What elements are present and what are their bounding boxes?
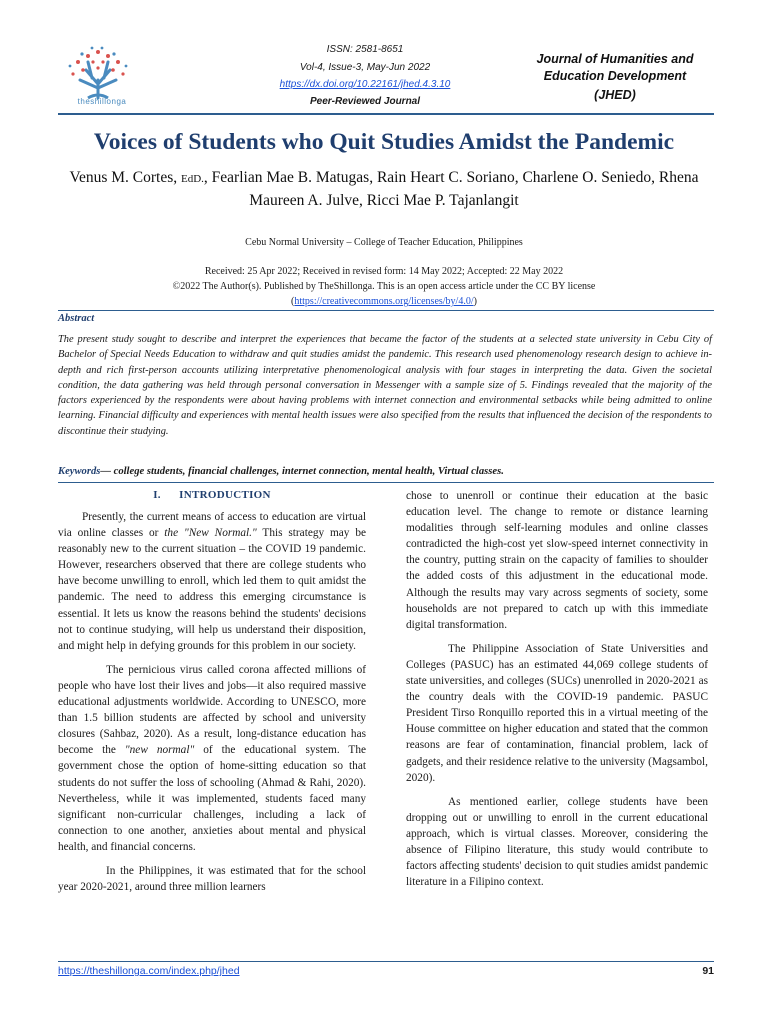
section-heading-introduction: I. INTRODUCTION bbox=[153, 489, 271, 501]
keywords-label: Keywords bbox=[58, 466, 101, 477]
paren-open: ( bbox=[291, 296, 295, 307]
p1-text-a: Presently, the current means of access to education are virtual via online classes or bbox=[58, 511, 366, 540]
volume-issue: Vol-4, Issue-3, May-Jun 2022 bbox=[299, 62, 431, 73]
issn: ISSN: 2581-8651 bbox=[326, 44, 404, 55]
intro-paragraph-6: As mentioned earlier, college students have been dropping out or unwilling to enroll in the current educational approach, which is virtual classes. Moreover, considering the absence of Filipino literature, this study would contribute to factors affecting students' decision to quit studies amidst pandemic literature in a Filipino context. bbox=[406, 795, 708, 889]
peer-review-label: Peer-Reviewed Journal bbox=[309, 96, 421, 107]
p2-text-a: The pernicious virus called corona affected millions of people who have lost their lives and jobs—it also required massive educational adjustments worldwide. According to UNESCO, more than 1.5 billion students are affected by school and university closures (Sahbaz, 2020). As a result, long-distance education has become the bbox=[58, 663, 366, 757]
received-dates: Received: 25 Apr 2022; Received in revised form: 14 May 2022; Accepted: 22 May 2022 bbox=[204, 266, 564, 277]
abstract-rule-top bbox=[58, 310, 714, 311]
logo-wordmark: theshillonga bbox=[77, 97, 127, 106]
first-author: Venus M. Cortes, bbox=[69, 169, 181, 186]
tree-icon bbox=[69, 47, 128, 98]
journal-name-line2: Education Development bbox=[543, 69, 687, 83]
license-line bbox=[50, 296, 718, 307]
intro-paragraph-5: The Philippine Association of State Universities and Colleges (PASUC) has an estimated 44,069 college students of state universities, and colleges (SUCs) unenrolled in 2020-2021 as the country deals with the COVID-19 pandemic. PASUC President Tirso Ronquillo reported this in a virtual meeting of the House committee on higher education and stated that the common reasons are fear of contamination, financial problem, lack of gadgets, and their residence relative to the university (Magsambol, 2020). bbox=[406, 642, 708, 784]
left-column bbox=[58, 509, 366, 895]
abstract-rule-bottom bbox=[58, 482, 714, 483]
copyright-notice: ©2022 The Author(s). Published by TheShillonga. This is an open access article under the CC BY license bbox=[172, 281, 596, 292]
p2-emphasis: "new normal" bbox=[124, 744, 195, 757]
paper-title: Voices of Students who Quit Studies Amidst the Pandemic bbox=[93, 129, 675, 155]
abstract-heading: Abstract bbox=[58, 313, 95, 324]
header-rule bbox=[58, 113, 714, 115]
intro-paragraph-4: chose to unenroll or continue their education at the basic education level. The change to remote or distance learning modalities through self-learning modules and online classes contradicted the high-cost yet slow-speed internet connectivity in the country, putting strain on the capacity of families to shoulder the added costs of this adjustment in the educational mode. Although the results may vary across segments of society, some households are not prepared to catch up with this immediate digital transformation. bbox=[406, 490, 708, 631]
paren-close: ) bbox=[473, 296, 477, 307]
affiliation: Cebu Normal University – College of Teacher Education, Philippines bbox=[245, 237, 523, 248]
right-column bbox=[406, 488, 708, 890]
other-authors: , Fearlian Mae B. Matugas, Rain Heart C. Soriano, Charlene O. Seniedo, Rhena Maureen A. Julve, Ricci Mae P. Tajanlangit bbox=[203, 169, 699, 209]
journal-name-line1: Journal of Humanities and bbox=[536, 52, 694, 66]
author-list bbox=[50, 167, 718, 212]
keywords-list: — college students, financial challenges, internet connection, mental health, Virtual classes. bbox=[100, 466, 504, 477]
p1-text-b: This strategy may be reasonably new to the current situation – the COVID 19 pandemic. However, researchers observed that there are college students who have become unwilling to enroll, which led them to quit amidst the pandemic. The need to address this emerging circumstance is essential. It lets us know the reasons behind the students' decisions not to continue studying, will help us understand their disposition, and might help in defying grounds for this problem in our society. bbox=[58, 527, 366, 652]
doi-link[interactable]: https://dx.doi.org/10.22161/jhed.4.3.10 bbox=[279, 79, 451, 90]
p2-text-b: of the educational system. The government chose the option of home-sitting education so that students do not suffer the loss of schooling (Ahmad & Rahi, 2020). Nevertheless, while it was implemented, students faced many significant non-curricular challenges, including a lack of connection to one another, anxieties about mental and physical health, and financial concerns. bbox=[58, 744, 366, 853]
footer-journal-link[interactable]: https://theshillonga.com/index.php/jhed bbox=[58, 965, 240, 977]
intro-paragraph-1 bbox=[58, 509, 366, 654]
intro-paragraph-3: In the Philippines, it was estimated that for the school year 2020-2021, around three million learners bbox=[58, 864, 366, 894]
intro-paragraph-2 bbox=[58, 662, 366, 855]
license-link[interactable]: https://creativecommons.org/licenses/by/4.0/ bbox=[294, 296, 474, 307]
abstract-body: The present study sought to describe and interpret the experiences that became the factor of the students at a selected state university in Cebu City of Bachelor of Special Needs Education to withdraw and quit studies amidst the pandemic. This research used phenomenology research design to achieve in-depth and rich first-person accounts utilizing interpretative phenomenological analysis with four stages in interpreting the data. Given the societal condition, the data gathering was held through personal conversation in Messenger with a sample size of 5. Findings revealed that the majority of the factors experienced by the respondents were about having problems with internet connection and environmental setbacks while being admitted to online learning. Financial difficulty and experiences with mental health issues were also specified from the results that influenced the decision of the respondents to discontinue their studying. bbox=[58, 334, 712, 437]
keywords-line bbox=[58, 466, 714, 477]
p1-emphasis: the "New Normal." bbox=[164, 527, 257, 540]
page-number: 91 bbox=[702, 965, 714, 977]
author-degree: EdD. bbox=[181, 173, 204, 185]
footer-rule bbox=[58, 961, 714, 962]
journal-abbrev: (JHED) bbox=[594, 88, 636, 102]
